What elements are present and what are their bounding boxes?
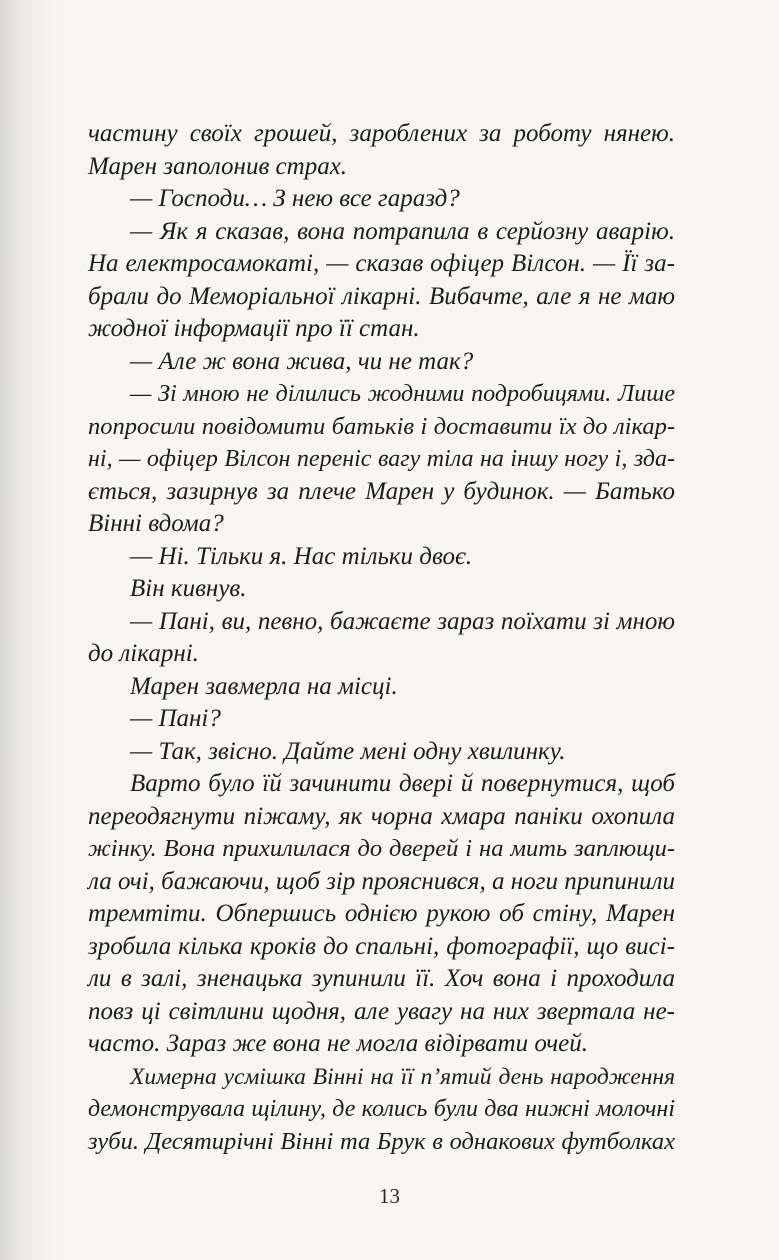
text-line: зуби. Десятирічні Вінні та Брук в однакових футболках [88,1127,675,1155]
text-line: зробила кілька кроків до спальні, фотографії, що висі- [88,932,675,960]
text-line: ні, — офіцер Вілсон переніс вагу тіла на іншу ногу і, зда- [88,446,675,472]
text-line: демонструвала щілину, де колись були два нижні молочні [88,1096,675,1122]
text-line: Марен заполонив страх. [88,152,348,180]
text-line: Марен завмерла на місці. [130,672,398,700]
text-line: Химерна усмішка Вінні на її п’ятий день народження [130,1063,675,1090]
text-line: жінку. Вона прихилилася до дверей і на мить заплющи- [88,835,675,862]
text-line: — Пані, ви, певно, бажаєте зараз поїхати зі мною [130,607,675,635]
text-line: ється, зазирнув за плече Марен у будинок. — Батько [88,477,675,505]
text-line: — Господи… З нею все гаразд? [130,185,460,212]
text-line: переодягнути піжаму, як чорна хмара паніки охопила [88,802,675,830]
text-line: — Але ж вона жива, чи не так? [130,347,474,375]
text-line: Він кивнув. [130,575,247,602]
text-line: жодної інформації про її стан. [88,315,420,342]
text-line: — Як я сказав, вона потрапила в серйозну аварію. [130,217,675,245]
text-line: повз ці світлини щодня, але увагу на них звертала не- [88,997,675,1025]
text-line: попросили повідомити батьків і доставити їх до лікар- [88,412,675,440]
page-number: 13 [379,1184,400,1208]
text-line: — Зі мною не ділились жодними подробицями. Лише [130,381,675,407]
text-line: частину своїх грошей, зароблених за роботу нянею. [88,120,675,147]
text-line: Вінні вдома? [88,510,224,537]
text-line: брали до Меморіальної лікарні. Вибачте, але я не маю [88,282,675,310]
body-text [88,118,675,1158]
page-gutter-shadow [0,0,60,1260]
text-line: часто. Зараз же вона не могла відірвати очей. [88,1030,588,1057]
text-line: Варто було їй зачинити двері й повернутися, щоб [130,770,675,797]
text-line: На електросамокаті, — сказав офіцер Вілсон. — Її за- [88,250,675,277]
text-line: до лікарні. [88,640,199,667]
text-line: — Пані? [130,705,221,732]
text-line: — Ні. Тільки я. Нас тільки двоє. [130,542,473,570]
text-line: — Так, звісно. Дайте мені одну хвилинку. [130,737,566,765]
text-line: ла очі, бажаючи, щоб зір прояснився, а ноги припинили [88,867,676,895]
text-line: ли в залі, зненацька зупинили її. Хоч вона і проходила [88,965,675,992]
text-line: тремтіти. Обпершись однією рукою об стіну, Марен [88,900,675,927]
